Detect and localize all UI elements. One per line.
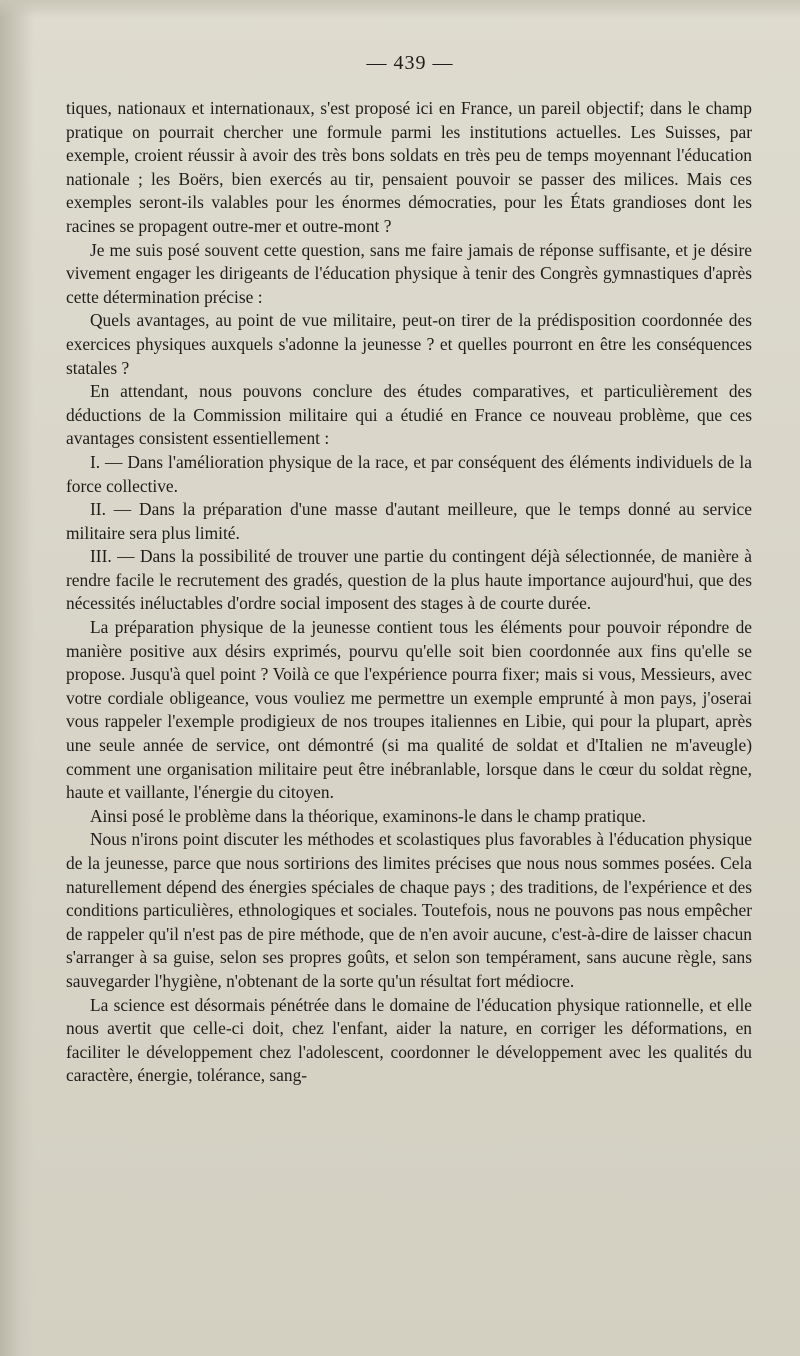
paragraph-3: Quels avantages, au point de vue militaire, peut-on tirer de la prédisposition coordonnée des exercices physiques auxquels s'adonne la jeunesse ? et quelles pourront en être les conséquences statales ?: [66, 310, 752, 378]
paragraph-7: III. — Dans la possibilité de trouver une partie du contingent déjà sélectionnée, de manière à rendre facile le recrutement des gradés, question de la plus haute importance aujourd'hui, que des nécessités inéluctables d'ordre social imposent des stages à de courte durée.: [66, 546, 752, 614]
paragraph-4: En attendant, nous pouvons conclure des études comparatives, et particulièrement des déductions de la Commission militaire qui a étudié en France ce nouveau problème, que ces avantages consistent essentiellement :: [66, 381, 752, 449]
paragraph-1: tiques, nationaux et internationaux, s'est proposé ici en France, un pareil objectif; dans le champ pratique on pourrait chercher une formule parmi les institutions actuelles. Les Suisses, par exemple, croient réussir à avoir des très bons soldats en très peu de temps moyennant l'éducation nationale ; les Boërs, bien exercés au tir, pensaient pouvoir se passer des milices. Mais ces exemples seront-ils valables pour les énormes démocraties, pour les États grandioses dont les racines se propagent outre-mer et outre-mont ?: [66, 98, 752, 236]
paragraph-11: La science est désormais pénétrée dans le domaine de l'éducation physique rationnelle, et elle nous avertit que celle-ci doit, chez l'enfant, aider la nature, en corriger les déformations, en faciliter le développement chez l'adolescent, coordonner le développement avec les qualités du caractère, énergie, tolérance, sang-: [66, 994, 752, 1086]
body-text: [66, 97, 752, 1088]
paragraph-2: Je me suis posé souvent cette question, sans me faire jamais de réponse suffisante, et je désire vivement engager les dirigeants de l'éducation physique à tenir des Congrès gymnastiques d'après cette détermination précise :: [66, 239, 752, 307]
paragraph-10: Nous n'irons point discuter les méthodes et scolastiques plus favorables à l'éducation physique de la jeunesse, parce que nous sortirions des limites précises que nous nous sommes posées. Cela naturellement dépend des énergies spéciales de chaque pays ; des traditions, de l'expérience et des conditions particulières, ethnologiques et sociales. Toutefois, nous ne pouvons pas nous empêcher de rappeler qu'il n'est pas de pire méthode, que de n'en avoir aucune, c'est-à-dire de laisser chacun s'arranger à sa guise, selon ses propres goûts, et selon son tempérament, sans aucune règle, sans sauvegarder l'hygiène, n'obtenant de la sorte qu'un résultat fort médiocre.: [66, 829, 752, 991]
page-number: — 439 —: [366, 52, 454, 74]
top-edge-shadow: [0, 0, 800, 18]
paragraph-9: Ainsi posé le problème dans la théorique, examinons-le dans le champ pratique.: [90, 805, 646, 826]
paragraph-8: La préparation physique de la jeunesse contient tous les éléments pour pouvoir répondre de manière positive aux désirs exprimés, pourvu qu'elle soit bien coordonnée aux fins qu'elle se propose. Jusqu'à quel point ? Voilà ce que l'expérience pourra fixer; mais si vous, Messieurs, avec votre cordiale obligeance, vous vouliez me permettre un exemple emprunté à mon pays, j'oserai vous rappeler l'exemple prodigieux de nos troupes italiennes en Libie, qui pour la plupart, après une seule année de service, ont démontré (si ma qualité de soldat et d'Italien ne m'aveugle) comment une organisation militaire peut être inébranlable, lorsque dans le cœur du soldat règne, haute et vaillante, l'énergie du citoyen.: [66, 617, 752, 803]
binding-shadow: [0, 0, 34, 1356]
paragraph-5: I. — Dans l'amélioration physique de la race, et par conséquent des éléments individuels de la force collective.: [66, 451, 752, 496]
paragraph-6: II. — Dans la préparation d'une masse d'autant meilleure, que le temps donné au service militaire sera plus limité.: [66, 499, 752, 543]
